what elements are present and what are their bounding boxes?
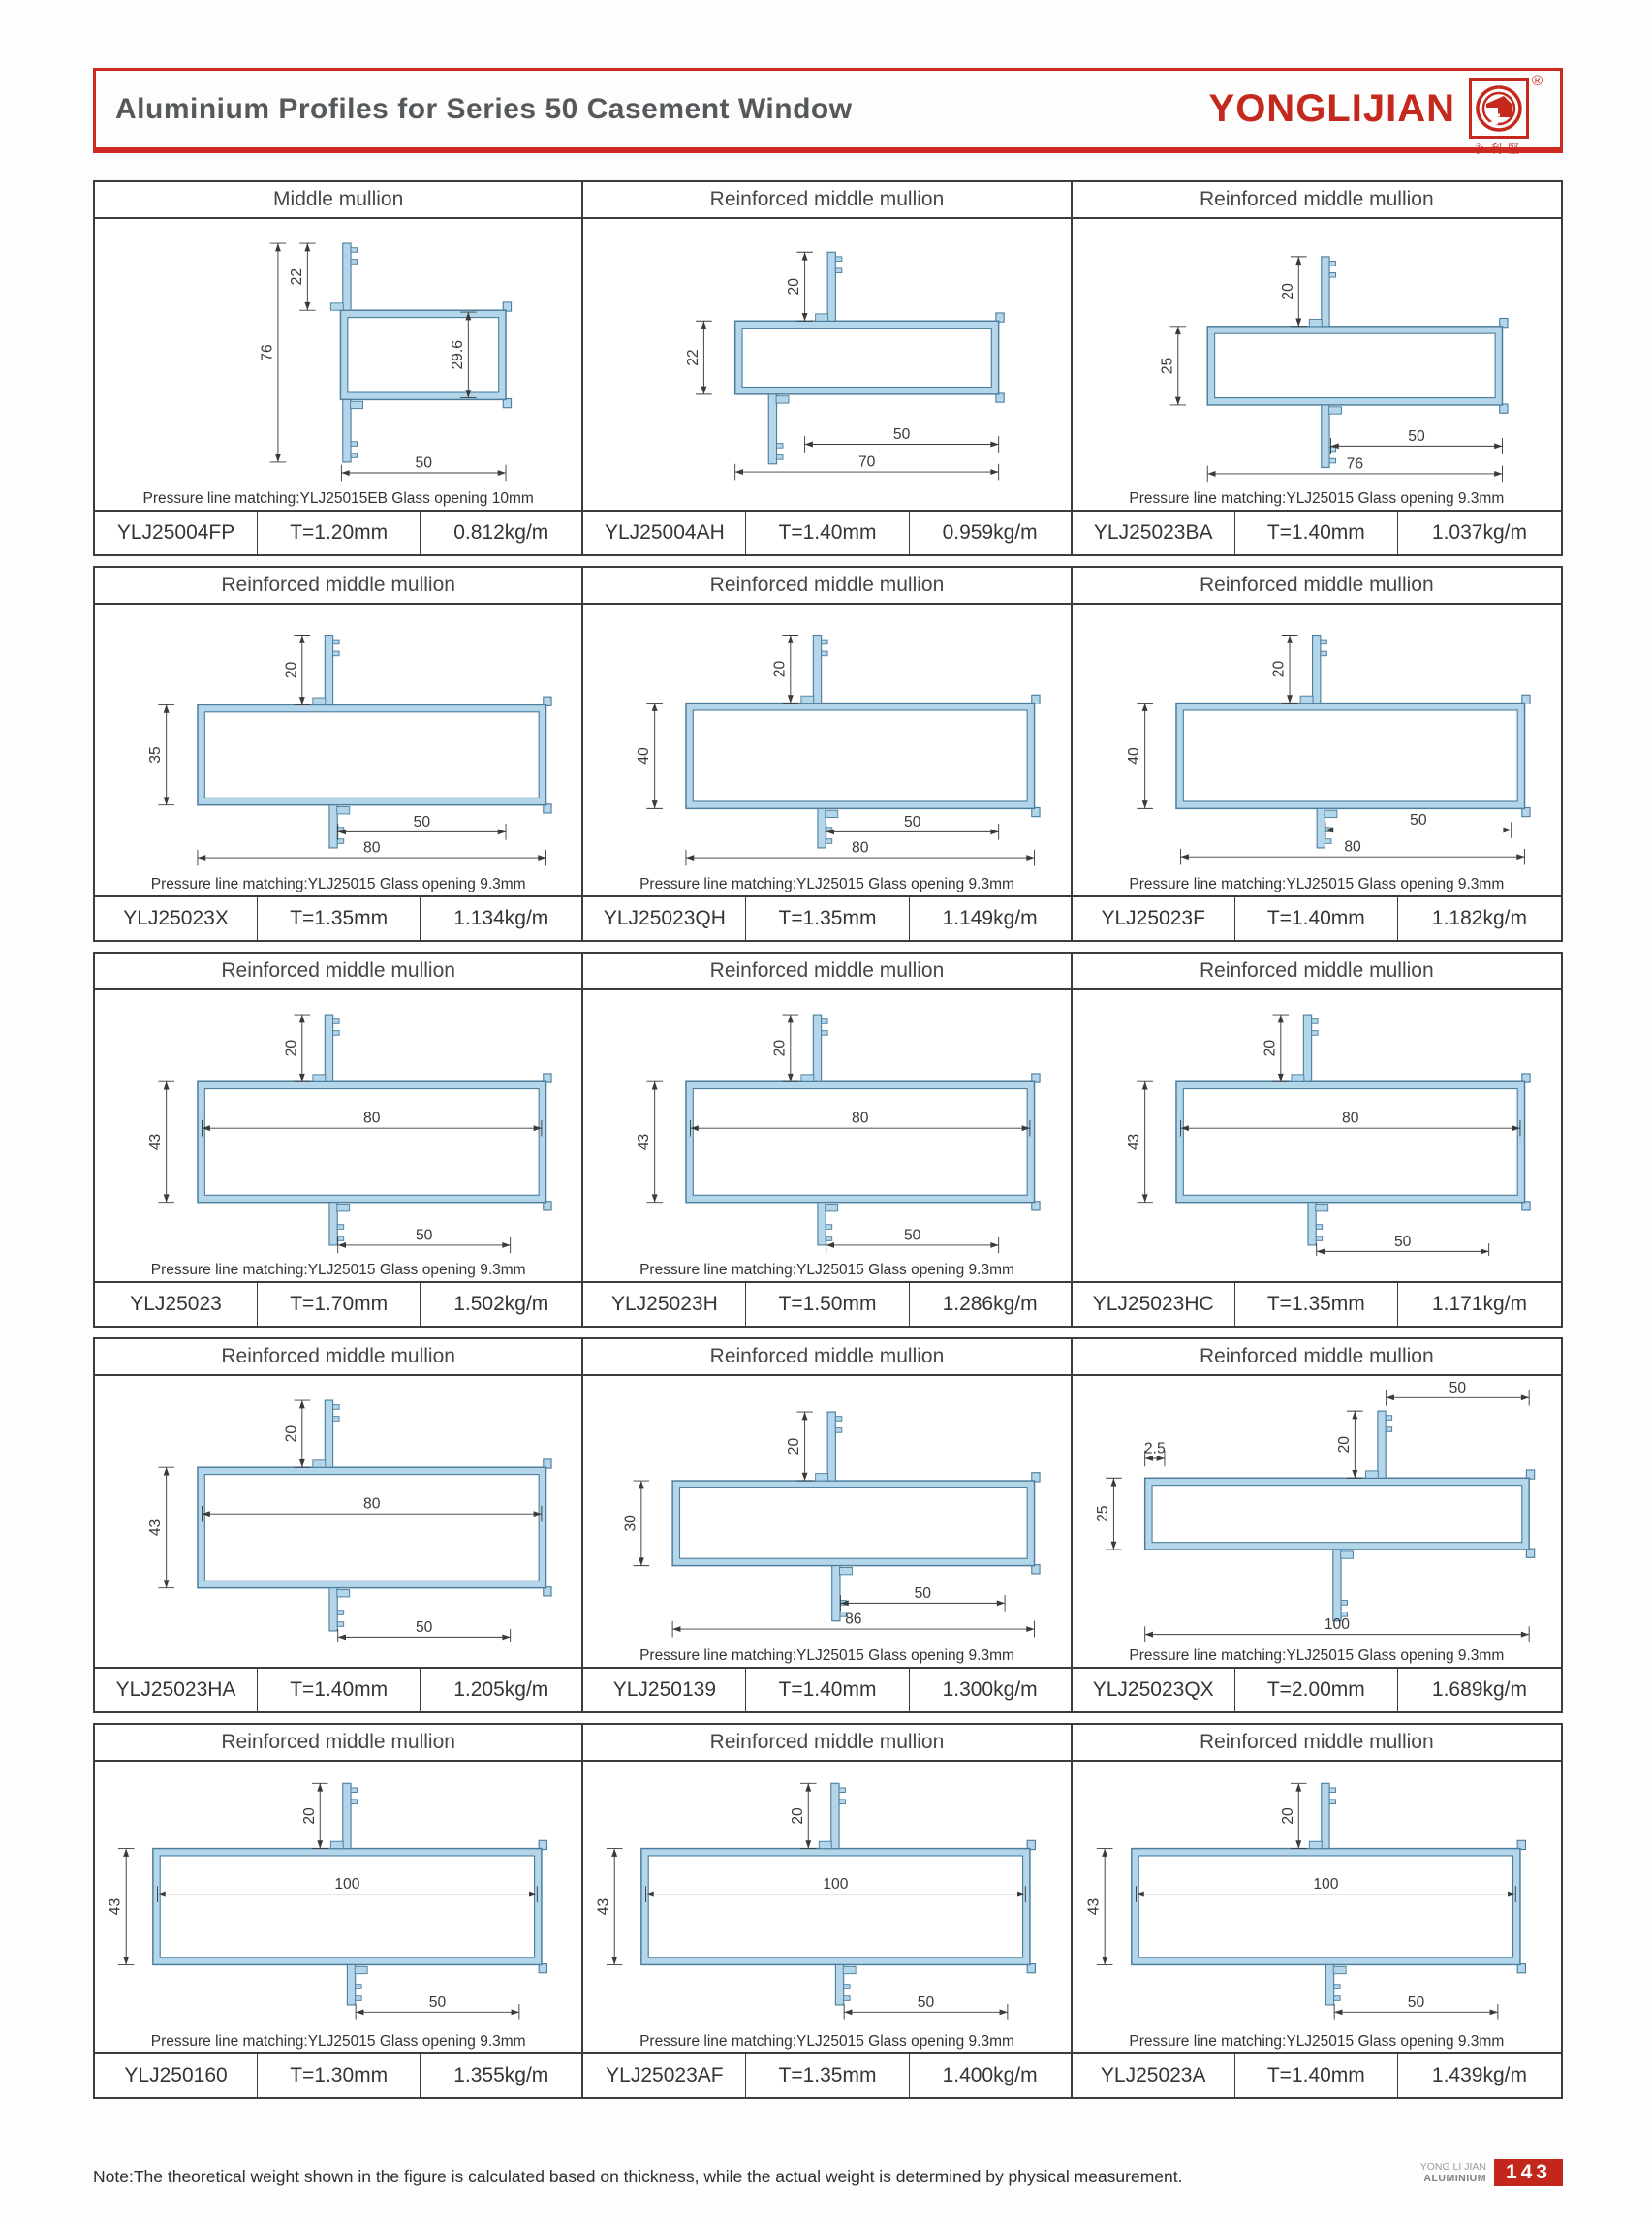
profile-drawing-cell — [95, 1376, 583, 1667]
spec-thickness: T=1.30mm — [258, 2054, 421, 2097]
yonglijian-logo-icon — [1469, 78, 1529, 139]
spec-model: YLJ25023A — [1073, 2054, 1235, 2097]
drawing-row — [95, 219, 1561, 510]
svg-text:43: 43 — [107, 1897, 124, 1916]
svg-text:20: 20 — [300, 1807, 318, 1825]
svg-text:25: 25 — [1158, 357, 1175, 375]
pressure-note: Pressure line matching:YLJ25015 Glass opening 9.3mm — [1129, 490, 1505, 507]
svg-text:50: 50 — [1409, 811, 1427, 829]
profile-cross-section-drawing — [583, 607, 1070, 870]
profile-cross-section-drawing — [1073, 992, 1561, 1256]
profile-cross-section-drawing — [1073, 1378, 1561, 1642]
spec-model: YLJ25004AH — [583, 512, 746, 554]
page-number-badge: 143 — [1494, 2159, 1563, 2186]
spec-thickness: T=1.40mm — [1235, 512, 1398, 554]
spec-row — [95, 895, 1561, 940]
profile-drawing-cell — [1073, 990, 1561, 1281]
footer-brand — [1420, 2161, 1486, 2184]
profile-drawing-cell — [583, 219, 1072, 510]
spec-weight: 1.182kg/m — [1431, 907, 1527, 929]
pressure-note: Pressure line matching:YLJ25015 Glass opening 9.3mm — [1129, 2033, 1505, 2050]
footer-note: Note:The theoretical weight shown in the figure is calculated based on thickness, while the actual weight is determined by physical measurement. — [93, 2167, 1183, 2186]
pressure-note: Pressure line matching:YLJ25015 Glass opening 9.3mm — [1129, 1647, 1505, 1664]
footer-brand-line2: ALUMINIUM — [1423, 2173, 1486, 2184]
pressure-note: Pressure line matching:YLJ25015 Glass opening 9.3mm — [150, 1262, 526, 1278]
svg-text:2.5: 2.5 — [1143, 1440, 1166, 1457]
spec-thickness: T=1.40mm — [746, 512, 909, 554]
brand-logo — [1208, 72, 1543, 156]
brand-name: YONGLIJIAN — [1208, 87, 1455, 130]
spec-weight: 1.689kg/m — [1431, 1678, 1527, 1701]
svg-text:20: 20 — [1270, 660, 1288, 678]
drawing-row — [95, 1762, 1561, 2052]
spec-weight: 1.205kg/m — [421, 1669, 583, 1711]
svg-text:20: 20 — [771, 660, 789, 678]
profile-drawing-cell — [1073, 1376, 1561, 1667]
svg-text:25: 25 — [1094, 1505, 1111, 1522]
profile-row-block — [93, 1337, 1563, 1713]
cell-title: Reinforced middle mullion — [95, 1725, 583, 1760]
svg-text:40: 40 — [636, 747, 653, 765]
cell-title: Reinforced middle mullion — [1200, 574, 1434, 596]
svg-text:43: 43 — [1125, 1133, 1142, 1151]
spec-row — [95, 510, 1561, 554]
cell-title: Reinforced middle mullion — [1200, 1731, 1434, 1753]
spec-row — [95, 1281, 1561, 1326]
footer-brand-line1: YONG LI JIAN — [1419, 2161, 1486, 2173]
svg-text:50: 50 — [904, 1227, 921, 1244]
svg-text:20: 20 — [1262, 1039, 1279, 1057]
profile-drawing-cell — [1073, 605, 1561, 895]
profile-row-block — [93, 952, 1563, 1328]
svg-text:43: 43 — [1085, 1897, 1103, 1916]
profile-drawing-cell — [1073, 1762, 1561, 2052]
cell-title: Reinforced middle mullion — [583, 954, 1072, 988]
profile-cross-section-drawing — [95, 221, 581, 485]
svg-text:50: 50 — [914, 1584, 932, 1602]
cell-title: Reinforced middle mullion — [95, 954, 583, 988]
svg-text:50: 50 — [1393, 1233, 1412, 1250]
profile-cross-section-drawing — [583, 221, 1070, 485]
profile-cross-section-drawing — [1073, 221, 1561, 485]
cell-title: Reinforced middle mullion — [1200, 959, 1434, 982]
svg-text:80: 80 — [852, 839, 869, 857]
svg-text:50: 50 — [904, 813, 921, 830]
spec-thickness: T=1.40mm — [746, 1669, 909, 1711]
spec-model: YLJ250160 — [95, 2054, 258, 2097]
svg-text:20: 20 — [283, 661, 300, 679]
pressure-note: Pressure line matching:YLJ25015EB Glass opening 10mm — [142, 490, 534, 507]
drawing-row — [95, 605, 1561, 895]
spec-weight: 1.037kg/m — [1431, 521, 1527, 544]
spec-thickness: T=1.50mm — [746, 1283, 909, 1326]
svg-text:50: 50 — [415, 1618, 433, 1636]
spec-model: YLJ250139 — [583, 1669, 746, 1711]
title-row — [95, 954, 1561, 990]
spec-weight: 0.812kg/m — [421, 512, 583, 554]
svg-text:80: 80 — [363, 1495, 381, 1513]
cell-title: Reinforced middle mullion — [583, 182, 1072, 217]
svg-text:50: 50 — [1407, 427, 1425, 445]
svg-text:50: 50 — [428, 1993, 447, 2011]
profile-drawing-cell — [583, 605, 1072, 895]
page-title: Aluminium Profiles for Series 50 Casement Window — [115, 92, 853, 125]
svg-text:20: 20 — [786, 278, 803, 296]
svg-text:35: 35 — [147, 746, 165, 764]
spec-weight: 1.171kg/m — [1431, 1293, 1527, 1315]
spec-model: YLJ25023X — [95, 897, 258, 940]
spec-model: YLJ25023HC — [1073, 1283, 1235, 1326]
spec-thickness: T=1.35mm — [746, 897, 909, 940]
profile-cross-section-drawing — [95, 1764, 581, 2027]
svg-text:43: 43 — [147, 1519, 165, 1537]
svg-text:80: 80 — [1343, 838, 1361, 856]
svg-text:80: 80 — [1341, 1110, 1359, 1127]
svg-text:29.6: 29.6 — [449, 340, 466, 370]
spec-thickness: T=1.40mm — [1235, 2054, 1398, 2097]
profile-cross-section-drawing — [1073, 1764, 1561, 2027]
profile-grid — [93, 180, 1563, 2099]
spec-model: YLJ25023HA — [95, 1669, 258, 1711]
pressure-note: Pressure line matching:YLJ25015 Glass opening 9.3mm — [639, 2033, 1014, 2050]
spec-thickness: T=1.40mm — [1235, 897, 1398, 940]
page-header — [93, 68, 1563, 156]
pressure-note: Pressure line matching:YLJ25015 Glass opening 9.3mm — [1129, 876, 1505, 892]
cell-title: Reinforced middle mullion — [95, 1339, 583, 1374]
profile-row-block — [93, 1723, 1563, 2099]
profile-drawing-cell — [583, 990, 1072, 1281]
spec-thickness: T=1.35mm — [258, 897, 421, 940]
svg-text:50: 50 — [918, 1993, 935, 2011]
spec-weight: 0.959kg/m — [910, 512, 1073, 554]
svg-text:20: 20 — [786, 1437, 803, 1456]
profile-cross-section-drawing — [95, 1378, 581, 1642]
spec-weight: 1.134kg/m — [421, 897, 583, 940]
pressure-note: Pressure line matching:YLJ25015 Glass opening 9.3mm — [150, 876, 526, 892]
svg-text:76: 76 — [259, 344, 276, 361]
svg-text:20: 20 — [1279, 1807, 1296, 1825]
svg-text:100: 100 — [823, 1876, 849, 1894]
profile-drawing-cell — [95, 990, 583, 1281]
title-row — [95, 568, 1561, 605]
svg-text:20: 20 — [1335, 1435, 1353, 1454]
spec-model: YLJ25023QH — [583, 897, 746, 940]
svg-text:20: 20 — [283, 1425, 300, 1443]
profile-row-block — [93, 180, 1563, 556]
logo-mark — [1469, 72, 1543, 156]
title-row — [95, 1339, 1561, 1376]
pressure-note: Pressure line matching:YLJ25015 Glass opening 9.3mm — [639, 1262, 1014, 1278]
svg-text:50: 50 — [893, 425, 911, 443]
title-row — [95, 1725, 1561, 1762]
svg-text:43: 43 — [147, 1133, 165, 1151]
profile-cross-section-drawing — [95, 607, 581, 870]
svg-text:20: 20 — [790, 1807, 807, 1825]
svg-text:80: 80 — [363, 1110, 381, 1127]
profile-drawing-cell — [1073, 219, 1561, 510]
drawing-row — [95, 1376, 1561, 1667]
spec-thickness: T=1.40mm — [258, 1669, 421, 1711]
svg-text:50: 50 — [1407, 1993, 1424, 2011]
cell-title: Reinforced middle mullion — [1200, 1345, 1434, 1367]
spec-row — [95, 1667, 1561, 1711]
svg-text:50: 50 — [415, 454, 432, 472]
spec-model: YLJ25023F — [1073, 897, 1235, 940]
spec-weight: 1.286kg/m — [910, 1283, 1073, 1326]
cell-title: Reinforced middle mullion — [95, 568, 583, 603]
spec-model: YLJ25023BA — [1073, 512, 1235, 554]
spec-row — [95, 2052, 1561, 2097]
svg-text:70: 70 — [858, 454, 876, 471]
svg-text:22: 22 — [685, 349, 702, 366]
registered-icon: ® — [1531, 72, 1543, 89]
title-row — [95, 182, 1561, 219]
spec-model: YLJ25023H — [583, 1283, 746, 1326]
svg-text:22: 22 — [288, 267, 305, 286]
spec-weight: 1.439kg/m — [1431, 2064, 1527, 2086]
profile-drawing-cell — [95, 1762, 583, 2052]
svg-text:76: 76 — [1346, 455, 1363, 473]
spec-model: YLJ25004FP — [95, 512, 258, 554]
svg-text:80: 80 — [363, 839, 381, 857]
spec-model: YLJ25023 — [95, 1283, 258, 1326]
spec-weight: 1.400kg/m — [910, 2054, 1073, 2097]
svg-text:20: 20 — [1279, 283, 1296, 300]
profile-cross-section-drawing — [583, 992, 1070, 1256]
spec-thickness: T=1.70mm — [258, 1283, 421, 1326]
page-content — [93, 0, 1563, 2187]
spec-weight: 1.355kg/m — [421, 2054, 583, 2097]
cell-title: Reinforced middle mullion — [583, 1725, 1072, 1760]
svg-text:50: 50 — [1449, 1379, 1466, 1396]
svg-text:86: 86 — [845, 1611, 862, 1628]
svg-text:100: 100 — [1324, 1616, 1350, 1634]
profile-cross-section-drawing — [95, 992, 581, 1256]
profile-cross-section-drawing — [1073, 607, 1561, 870]
svg-text:20: 20 — [771, 1039, 789, 1057]
profile-cross-section-drawing — [583, 1378, 1070, 1642]
spec-weight: 1.300kg/m — [910, 1669, 1073, 1711]
pressure-note: Pressure line matching:YLJ25015 Glass opening 9.3mm — [150, 2033, 526, 2050]
svg-text:50: 50 — [413, 813, 431, 830]
spec-model: YLJ25023QX — [1073, 1669, 1235, 1711]
svg-text:50: 50 — [415, 1227, 433, 1244]
profile-drawing-cell — [583, 1762, 1072, 2052]
spec-weight: 1.149kg/m — [910, 897, 1073, 940]
profile-row-block — [93, 566, 1563, 942]
profile-cross-section-drawing — [583, 1764, 1070, 2027]
profile-drawing-cell — [95, 605, 583, 895]
svg-text:43: 43 — [636, 1133, 653, 1151]
svg-text:80: 80 — [852, 1110, 869, 1127]
pressure-note: Pressure line matching:YLJ25015 Glass opening 9.3mm — [639, 876, 1014, 892]
spec-weight: 1.502kg/m — [421, 1283, 583, 1326]
svg-text:100: 100 — [1312, 1876, 1339, 1894]
page-footer — [93, 2159, 1563, 2187]
svg-text:20: 20 — [283, 1039, 300, 1057]
spec-thickness: T=1.20mm — [258, 512, 421, 554]
spec-thickness: T=1.35mm — [1235, 1283, 1398, 1326]
cell-title: Reinforced middle mullion — [1200, 188, 1434, 210]
footer-brand-block — [1420, 2159, 1563, 2186]
spec-model: YLJ25023AF — [583, 2054, 746, 2097]
svg-text:40: 40 — [1125, 747, 1142, 765]
profile-drawing-cell — [95, 219, 583, 510]
cell-title: Reinforced middle mullion — [583, 568, 1072, 603]
svg-text:30: 30 — [622, 1515, 639, 1532]
cell-title: Reinforced middle mullion — [583, 1339, 1072, 1374]
spec-thickness: T=1.35mm — [746, 2054, 909, 2097]
svg-text:43: 43 — [596, 1897, 613, 1916]
profile-drawing-cell — [583, 1376, 1072, 1667]
cell-title: Middle mullion — [95, 182, 583, 217]
drawing-row — [95, 990, 1561, 1281]
spec-thickness: T=2.00mm — [1235, 1669, 1398, 1711]
brand-chinese-name: 永利堅 — [1472, 141, 1525, 156]
pressure-note: Pressure line matching:YLJ25015 Glass opening 9.3mm — [639, 1647, 1014, 1664]
svg-text:100: 100 — [334, 1876, 360, 1894]
